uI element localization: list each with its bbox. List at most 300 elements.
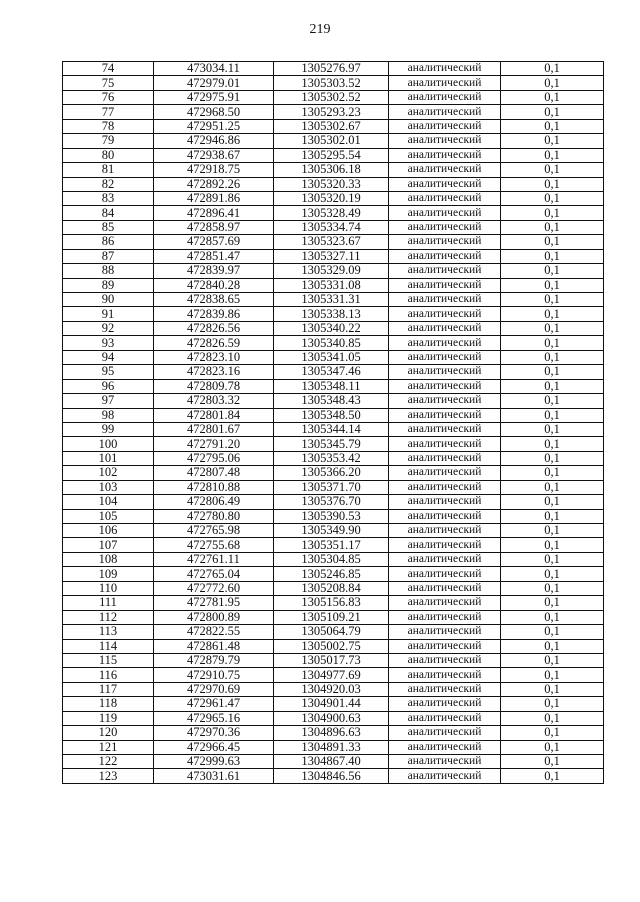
accuracy-cell: 0,1 — [501, 726, 604, 740]
method-cell: аналитический — [389, 726, 501, 740]
x-coordinate-cell: 472999.63 — [154, 755, 274, 769]
table-row — [63, 249, 604, 263]
point-number-cell: 123 — [63, 769, 154, 783]
y-coordinate-cell: 1305348.11 — [274, 379, 389, 393]
table-row — [63, 235, 604, 249]
method-cell: аналитический — [389, 62, 501, 76]
table-row — [63, 264, 604, 278]
accuracy-cell: 0,1 — [501, 119, 604, 133]
accuracy-cell: 0,1 — [501, 509, 604, 523]
x-coordinate-cell: 472840.28 — [154, 278, 274, 292]
coordinates-table — [62, 61, 604, 784]
y-coordinate-cell: 1305293.23 — [274, 105, 389, 119]
table-row — [63, 278, 604, 292]
method-cell: аналитический — [389, 509, 501, 523]
x-coordinate-cell: 472781.95 — [154, 596, 274, 610]
table-row — [63, 697, 604, 711]
point-number-cell: 80 — [63, 148, 154, 162]
accuracy-cell: 0,1 — [501, 278, 604, 292]
method-cell: аналитический — [389, 466, 501, 480]
point-number-cell: 105 — [63, 509, 154, 523]
table-row — [63, 668, 604, 682]
accuracy-cell: 0,1 — [501, 552, 604, 566]
table-row — [63, 769, 604, 783]
point-number-cell: 92 — [63, 321, 154, 335]
point-number-cell: 86 — [63, 235, 154, 249]
accuracy-cell: 0,1 — [501, 90, 604, 104]
table-row — [63, 682, 604, 696]
y-coordinate-cell: 1305366.20 — [274, 466, 389, 480]
method-cell: аналитический — [389, 148, 501, 162]
x-coordinate-cell: 472800.89 — [154, 610, 274, 624]
point-number-cell: 103 — [63, 480, 154, 494]
coordinates-table-body — [63, 62, 604, 784]
x-coordinate-cell: 472826.59 — [154, 336, 274, 350]
method-cell: аналитический — [389, 293, 501, 307]
point-number-cell: 96 — [63, 379, 154, 393]
x-coordinate-cell: 472826.56 — [154, 321, 274, 335]
accuracy-cell: 0,1 — [501, 321, 604, 335]
point-number-cell: 111 — [63, 596, 154, 610]
table-row — [63, 119, 604, 133]
method-cell: аналитический — [389, 567, 501, 581]
method-cell: аналитический — [389, 755, 501, 769]
y-coordinate-cell: 1305302.67 — [274, 119, 389, 133]
table-row — [63, 76, 604, 90]
method-cell: аналитический — [389, 682, 501, 696]
method-cell: аналитический — [389, 581, 501, 595]
accuracy-cell: 0,1 — [501, 365, 604, 379]
y-coordinate-cell: 1304896.63 — [274, 726, 389, 740]
table-row — [63, 581, 604, 595]
y-coordinate-cell: 1305345.79 — [274, 437, 389, 451]
page-number: 219 — [309, 22, 331, 37]
point-number-cell: 116 — [63, 668, 154, 682]
table-row — [63, 552, 604, 566]
x-coordinate-cell: 472858.97 — [154, 220, 274, 234]
x-coordinate-cell: 472879.79 — [154, 653, 274, 667]
method-cell: аналитический — [389, 235, 501, 249]
x-coordinate-cell: 472801.84 — [154, 408, 274, 422]
y-coordinate-cell: 1304901.44 — [274, 697, 389, 711]
method-cell: аналитический — [389, 422, 501, 436]
method-cell: аналитический — [389, 191, 501, 205]
table-row — [63, 62, 604, 76]
point-number-cell: 83 — [63, 191, 154, 205]
y-coordinate-cell: 1305348.43 — [274, 394, 389, 408]
accuracy-cell: 0,1 — [501, 480, 604, 494]
method-cell: аналитический — [389, 105, 501, 119]
table-row — [63, 148, 604, 162]
y-coordinate-cell: 1305349.90 — [274, 524, 389, 538]
accuracy-cell: 0,1 — [501, 350, 604, 364]
point-number-cell: 88 — [63, 264, 154, 278]
table-row — [63, 90, 604, 104]
accuracy-cell: 0,1 — [501, 408, 604, 422]
accuracy-cell: 0,1 — [501, 235, 604, 249]
table-row — [63, 177, 604, 191]
accuracy-cell: 0,1 — [501, 336, 604, 350]
y-coordinate-cell: 1305353.42 — [274, 451, 389, 465]
point-number-cell: 91 — [63, 307, 154, 321]
point-number-cell: 90 — [63, 293, 154, 307]
table-row — [63, 350, 604, 364]
y-coordinate-cell: 1304846.56 — [274, 769, 389, 783]
table-row — [63, 307, 604, 321]
y-coordinate-cell: 1305017.73 — [274, 653, 389, 667]
x-coordinate-cell: 472839.86 — [154, 307, 274, 321]
method-cell: аналитический — [389, 365, 501, 379]
x-coordinate-cell: 472765.98 — [154, 524, 274, 538]
accuracy-cell: 0,1 — [501, 394, 604, 408]
method-cell: аналитический — [389, 437, 501, 451]
point-number-cell: 122 — [63, 755, 154, 769]
x-coordinate-cell: 473031.61 — [154, 769, 274, 783]
x-coordinate-cell: 472896.41 — [154, 206, 274, 220]
y-coordinate-cell: 1305340.85 — [274, 336, 389, 350]
method-cell: аналитический — [389, 163, 501, 177]
x-coordinate-cell: 472966.45 — [154, 740, 274, 754]
y-coordinate-cell: 1305331.08 — [274, 278, 389, 292]
table-row — [63, 394, 604, 408]
method-cell: аналитический — [389, 552, 501, 566]
point-number-cell: 82 — [63, 177, 154, 191]
point-number-cell: 112 — [63, 610, 154, 624]
table-row — [63, 740, 604, 754]
method-cell: аналитический — [389, 307, 501, 321]
method-cell: аналитический — [389, 249, 501, 263]
y-coordinate-cell: 1305329.09 — [274, 264, 389, 278]
y-coordinate-cell: 1305351.17 — [274, 538, 389, 552]
y-coordinate-cell: 1305276.97 — [274, 62, 389, 76]
table-row — [63, 451, 604, 465]
method-cell: аналитический — [389, 119, 501, 133]
accuracy-cell: 0,1 — [501, 495, 604, 509]
method-cell: аналитический — [389, 336, 501, 350]
method-cell: аналитический — [389, 394, 501, 408]
table-row — [63, 524, 604, 538]
accuracy-cell: 0,1 — [501, 264, 604, 278]
accuracy-cell: 0,1 — [501, 581, 604, 595]
accuracy-cell: 0,1 — [501, 206, 604, 220]
table-row — [63, 191, 604, 205]
method-cell: аналитический — [389, 538, 501, 552]
x-coordinate-cell: 472975.91 — [154, 90, 274, 104]
x-coordinate-cell: 472823.10 — [154, 350, 274, 364]
y-coordinate-cell: 1304867.40 — [274, 755, 389, 769]
y-coordinate-cell: 1305306.18 — [274, 163, 389, 177]
y-coordinate-cell: 1304977.69 — [274, 668, 389, 682]
table-row — [63, 336, 604, 350]
y-coordinate-cell: 1305331.31 — [274, 293, 389, 307]
method-cell: аналитический — [389, 711, 501, 725]
accuracy-cell: 0,1 — [501, 682, 604, 696]
x-coordinate-cell: 473034.11 — [154, 62, 274, 76]
y-coordinate-cell: 1305323.67 — [274, 235, 389, 249]
y-coordinate-cell: 1305327.11 — [274, 249, 389, 263]
accuracy-cell: 0,1 — [501, 148, 604, 162]
point-number-cell: 99 — [63, 422, 154, 436]
x-coordinate-cell: 472970.69 — [154, 682, 274, 696]
y-coordinate-cell: 1305344.14 — [274, 422, 389, 436]
y-coordinate-cell: 1304891.33 — [274, 740, 389, 754]
method-cell: аналитический — [389, 350, 501, 364]
accuracy-cell: 0,1 — [501, 596, 604, 610]
table-row — [63, 726, 604, 740]
x-coordinate-cell: 472910.75 — [154, 668, 274, 682]
accuracy-cell: 0,1 — [501, 293, 604, 307]
point-number-cell: 74 — [63, 62, 154, 76]
accuracy-cell: 0,1 — [501, 538, 604, 552]
method-cell: аналитический — [389, 408, 501, 422]
x-coordinate-cell: 472891.86 — [154, 191, 274, 205]
point-number-cell: 94 — [63, 350, 154, 364]
accuracy-cell: 0,1 — [501, 740, 604, 754]
x-coordinate-cell: 472979.01 — [154, 76, 274, 90]
point-number-cell: 100 — [63, 437, 154, 451]
method-cell: аналитический — [389, 524, 501, 538]
method-cell: аналитический — [389, 639, 501, 653]
x-coordinate-cell: 472822.55 — [154, 625, 274, 639]
table-row — [63, 567, 604, 581]
point-number-cell: 77 — [63, 105, 154, 119]
accuracy-cell: 0,1 — [501, 307, 604, 321]
point-number-cell: 78 — [63, 119, 154, 133]
accuracy-cell: 0,1 — [501, 697, 604, 711]
accuracy-cell: 0,1 — [501, 653, 604, 667]
table-row — [63, 466, 604, 480]
point-number-cell: 84 — [63, 206, 154, 220]
method-cell: аналитический — [389, 76, 501, 90]
x-coordinate-cell: 472839.97 — [154, 264, 274, 278]
method-cell: аналитический — [389, 278, 501, 292]
x-coordinate-cell: 472892.26 — [154, 177, 274, 191]
accuracy-cell: 0,1 — [501, 711, 604, 725]
y-coordinate-cell: 1305320.19 — [274, 191, 389, 205]
table-row — [63, 134, 604, 148]
table-row — [63, 538, 604, 552]
x-coordinate-cell: 472946.86 — [154, 134, 274, 148]
point-number-cell: 110 — [63, 581, 154, 595]
accuracy-cell: 0,1 — [501, 191, 604, 205]
accuracy-cell: 0,1 — [501, 625, 604, 639]
y-coordinate-cell: 1305156.83 — [274, 596, 389, 610]
x-coordinate-cell: 472803.32 — [154, 394, 274, 408]
accuracy-cell: 0,1 — [501, 422, 604, 436]
table-row — [63, 422, 604, 436]
point-number-cell: 102 — [63, 466, 154, 480]
point-number-cell: 93 — [63, 336, 154, 350]
table-row — [63, 437, 604, 451]
point-number-cell: 89 — [63, 278, 154, 292]
table-row — [63, 220, 604, 234]
x-coordinate-cell: 472810.88 — [154, 480, 274, 494]
y-coordinate-cell: 1305295.54 — [274, 148, 389, 162]
accuracy-cell: 0,1 — [501, 177, 604, 191]
point-number-cell: 85 — [63, 220, 154, 234]
method-cell: аналитический — [389, 625, 501, 639]
accuracy-cell: 0,1 — [501, 437, 604, 451]
y-coordinate-cell: 1304900.63 — [274, 711, 389, 725]
method-cell: аналитический — [389, 668, 501, 682]
table-row — [63, 509, 604, 523]
accuracy-cell: 0,1 — [501, 379, 604, 393]
x-coordinate-cell: 472823.16 — [154, 365, 274, 379]
x-coordinate-cell: 472772.60 — [154, 581, 274, 595]
x-coordinate-cell: 472965.16 — [154, 711, 274, 725]
table-row — [63, 206, 604, 220]
point-number-cell: 106 — [63, 524, 154, 538]
accuracy-cell: 0,1 — [501, 466, 604, 480]
table-row — [63, 711, 604, 725]
x-coordinate-cell: 472809.78 — [154, 379, 274, 393]
method-cell: аналитический — [389, 451, 501, 465]
y-coordinate-cell: 1305334.74 — [274, 220, 389, 234]
method-cell: аналитический — [389, 769, 501, 783]
table-row — [63, 610, 604, 624]
method-cell: аналитический — [389, 321, 501, 335]
point-number-cell: 97 — [63, 394, 154, 408]
method-cell: аналитический — [389, 379, 501, 393]
point-number-cell: 81 — [63, 163, 154, 177]
x-coordinate-cell: 472801.67 — [154, 422, 274, 436]
x-coordinate-cell: 472795.06 — [154, 451, 274, 465]
y-coordinate-cell: 1305390.53 — [274, 509, 389, 523]
table-row — [63, 480, 604, 494]
x-coordinate-cell: 472791.20 — [154, 437, 274, 451]
accuracy-cell: 0,1 — [501, 105, 604, 119]
method-cell: аналитический — [389, 653, 501, 667]
method-cell: аналитический — [389, 177, 501, 191]
x-coordinate-cell: 472806.49 — [154, 495, 274, 509]
point-number-cell: 108 — [63, 552, 154, 566]
y-coordinate-cell: 1305304.85 — [274, 552, 389, 566]
x-coordinate-cell: 472968.50 — [154, 105, 274, 119]
y-coordinate-cell: 1305002.75 — [274, 639, 389, 653]
y-coordinate-cell: 1305371.70 — [274, 480, 389, 494]
accuracy-cell: 0,1 — [501, 62, 604, 76]
accuracy-cell: 0,1 — [501, 610, 604, 624]
method-cell: аналитический — [389, 740, 501, 754]
point-number-cell: 95 — [63, 365, 154, 379]
x-coordinate-cell: 472970.36 — [154, 726, 274, 740]
x-coordinate-cell: 472951.25 — [154, 119, 274, 133]
table-row — [63, 755, 604, 769]
y-coordinate-cell: 1305246.85 — [274, 567, 389, 581]
accuracy-cell: 0,1 — [501, 220, 604, 234]
accuracy-cell: 0,1 — [501, 134, 604, 148]
point-number-cell: 114 — [63, 639, 154, 653]
point-number-cell: 109 — [63, 567, 154, 581]
y-coordinate-cell: 1304920.03 — [274, 682, 389, 696]
method-cell: аналитический — [389, 206, 501, 220]
point-number-cell: 121 — [63, 740, 154, 754]
point-number-cell: 118 — [63, 697, 154, 711]
method-cell: аналитический — [389, 264, 501, 278]
y-coordinate-cell: 1305340.22 — [274, 321, 389, 335]
y-coordinate-cell: 1305208.84 — [274, 581, 389, 595]
y-coordinate-cell: 1305376.70 — [274, 495, 389, 509]
x-coordinate-cell: 472807.48 — [154, 466, 274, 480]
x-coordinate-cell: 472938.67 — [154, 148, 274, 162]
y-coordinate-cell: 1305303.52 — [274, 76, 389, 90]
point-number-cell: 120 — [63, 726, 154, 740]
accuracy-cell: 0,1 — [501, 668, 604, 682]
method-cell: аналитический — [389, 697, 501, 711]
y-coordinate-cell: 1305341.05 — [274, 350, 389, 364]
y-coordinate-cell: 1305064.79 — [274, 625, 389, 639]
x-coordinate-cell: 472857.69 — [154, 235, 274, 249]
table-row — [63, 365, 604, 379]
y-coordinate-cell: 1305320.33 — [274, 177, 389, 191]
point-number-cell: 119 — [63, 711, 154, 725]
point-number-cell: 113 — [63, 625, 154, 639]
accuracy-cell: 0,1 — [501, 769, 604, 783]
point-number-cell: 75 — [63, 76, 154, 90]
table-row — [63, 379, 604, 393]
accuracy-cell: 0,1 — [501, 451, 604, 465]
table-row — [63, 596, 604, 610]
method-cell: аналитический — [389, 134, 501, 148]
table-row — [63, 408, 604, 422]
point-number-cell: 101 — [63, 451, 154, 465]
accuracy-cell: 0,1 — [501, 76, 604, 90]
accuracy-cell: 0,1 — [501, 249, 604, 263]
y-coordinate-cell: 1305347.46 — [274, 365, 389, 379]
x-coordinate-cell: 472851.47 — [154, 249, 274, 263]
y-coordinate-cell: 1305328.49 — [274, 206, 389, 220]
x-coordinate-cell: 472765.04 — [154, 567, 274, 581]
x-coordinate-cell: 472780.80 — [154, 509, 274, 523]
method-cell: аналитический — [389, 90, 501, 104]
y-coordinate-cell: 1305302.52 — [274, 90, 389, 104]
accuracy-cell: 0,1 — [501, 639, 604, 653]
x-coordinate-cell: 472838.65 — [154, 293, 274, 307]
method-cell: аналитический — [389, 495, 501, 509]
table-row — [63, 639, 604, 653]
point-number-cell: 87 — [63, 249, 154, 263]
accuracy-cell: 0,1 — [501, 163, 604, 177]
point-number-cell: 98 — [63, 408, 154, 422]
table-row — [63, 321, 604, 335]
method-cell: аналитический — [389, 220, 501, 234]
point-number-cell: 115 — [63, 653, 154, 667]
accuracy-cell: 0,1 — [501, 524, 604, 538]
accuracy-cell: 0,1 — [501, 567, 604, 581]
y-coordinate-cell: 1305338.13 — [274, 307, 389, 321]
point-number-cell: 117 — [63, 682, 154, 696]
table-row — [63, 495, 604, 509]
y-coordinate-cell: 1305348.50 — [274, 408, 389, 422]
point-number-cell: 79 — [63, 134, 154, 148]
x-coordinate-cell: 472861.48 — [154, 639, 274, 653]
table-row — [63, 625, 604, 639]
x-coordinate-cell: 472761.11 — [154, 552, 274, 566]
table-row — [63, 105, 604, 119]
x-coordinate-cell: 472961.47 — [154, 697, 274, 711]
accuracy-cell: 0,1 — [501, 755, 604, 769]
method-cell: аналитический — [389, 480, 501, 494]
x-coordinate-cell: 472918.75 — [154, 163, 274, 177]
table-row — [63, 293, 604, 307]
method-cell: аналитический — [389, 596, 501, 610]
x-coordinate-cell: 472755.68 — [154, 538, 274, 552]
point-number-cell: 104 — [63, 495, 154, 509]
y-coordinate-cell: 1305109.21 — [274, 610, 389, 624]
table-row — [63, 163, 604, 177]
y-coordinate-cell: 1305302.01 — [274, 134, 389, 148]
point-number-cell: 76 — [63, 90, 154, 104]
